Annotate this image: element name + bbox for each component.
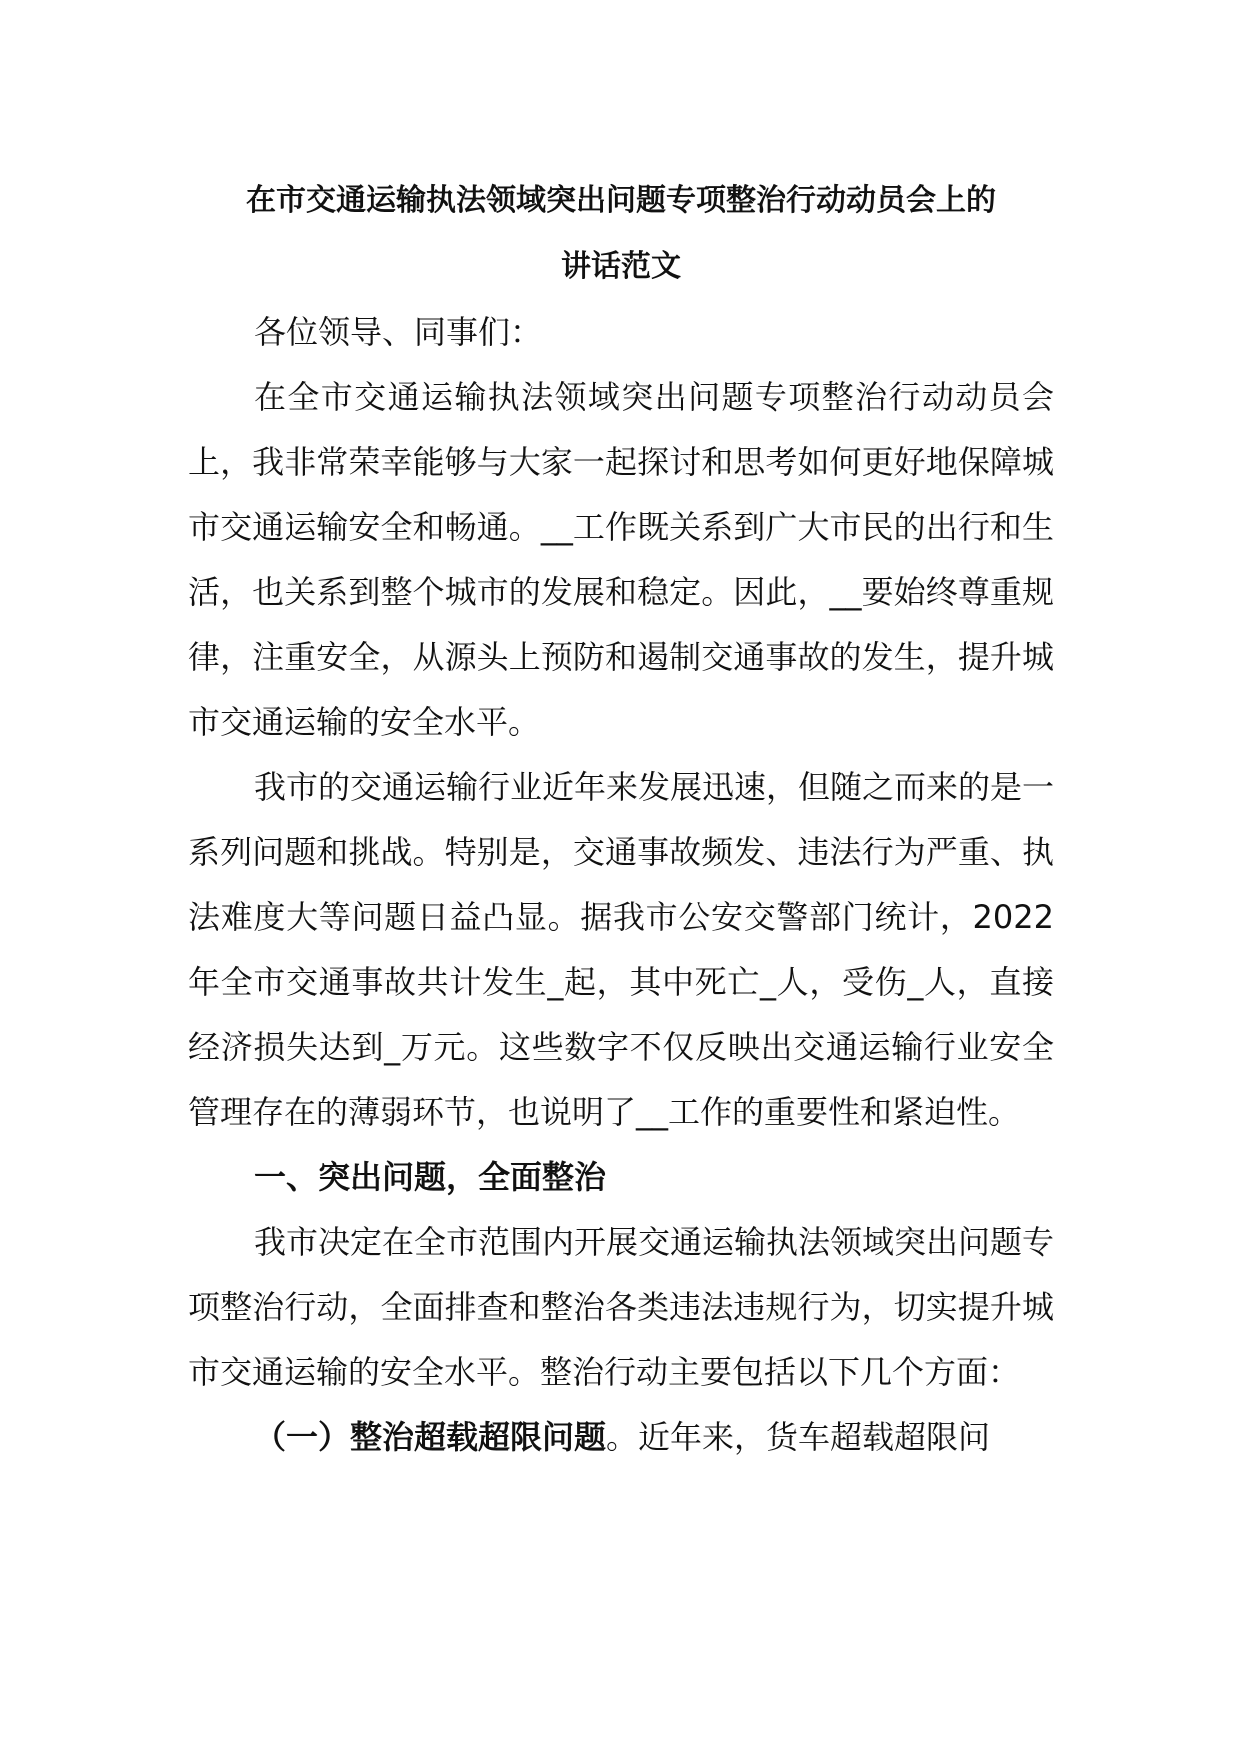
section-heading: 一、突出问题，全面整治	[254, 1158, 607, 1196]
sub-heading-bold: （一）整治超载超限问题	[254, 1418, 607, 1456]
paragraph-background: 我市的交通运输行业近年来发展迅速，但随之而来的是一系列问题和挑战。特别是，交通事故频发、违法行为严重、执法难度大等问题日益凸显。据我市公安交警部门统计，2022 年全市交通事故共计发生_起，其中死亡_人，受伤_人，直接经济损失达到_万元。这些数字不仅反映出交通运输行业安全管理存在的薄弱环节，也说明了__工作的重要性和紧迫性。	[188, 768, 1055, 1131]
sub-heading-line	[188, 1405, 1054, 1470]
document-title-line2: 讲话范文	[561, 249, 681, 284]
salutation: 各位领导、同事们：	[254, 313, 543, 351]
paragraph-intro: 在全市交通运输执法领域突出问题专项整治行动动员会上，我非常荣幸能够与大家一起探讨和思考如何更好地保障城市交通运输安全和畅通。__工作既关系到广大市民的出行和生活，也关系到整个城市的发展和稳定。因此，__要始终尊重规律，注重安全，从源头上预防和遏制交通事故的发生，提升城市交通运输的安全水平。	[188, 378, 1054, 741]
document-title-line1: 在市交通运输执法领域突出问题专项整治行动动员会上的	[246, 183, 996, 218]
document-page	[188, 168, 1054, 1470]
sub-heading-text: 。近年来，货车超载超限问	[606, 1418, 991, 1456]
section-paragraph: 我市决定在全市范围内开展交通运输执法领域突出问题专项整治行动，全面排查和整治各类违法违规行为，切实提升城市交通运输的安全水平。整治行动主要包括以下几个方面：	[188, 1223, 1055, 1391]
